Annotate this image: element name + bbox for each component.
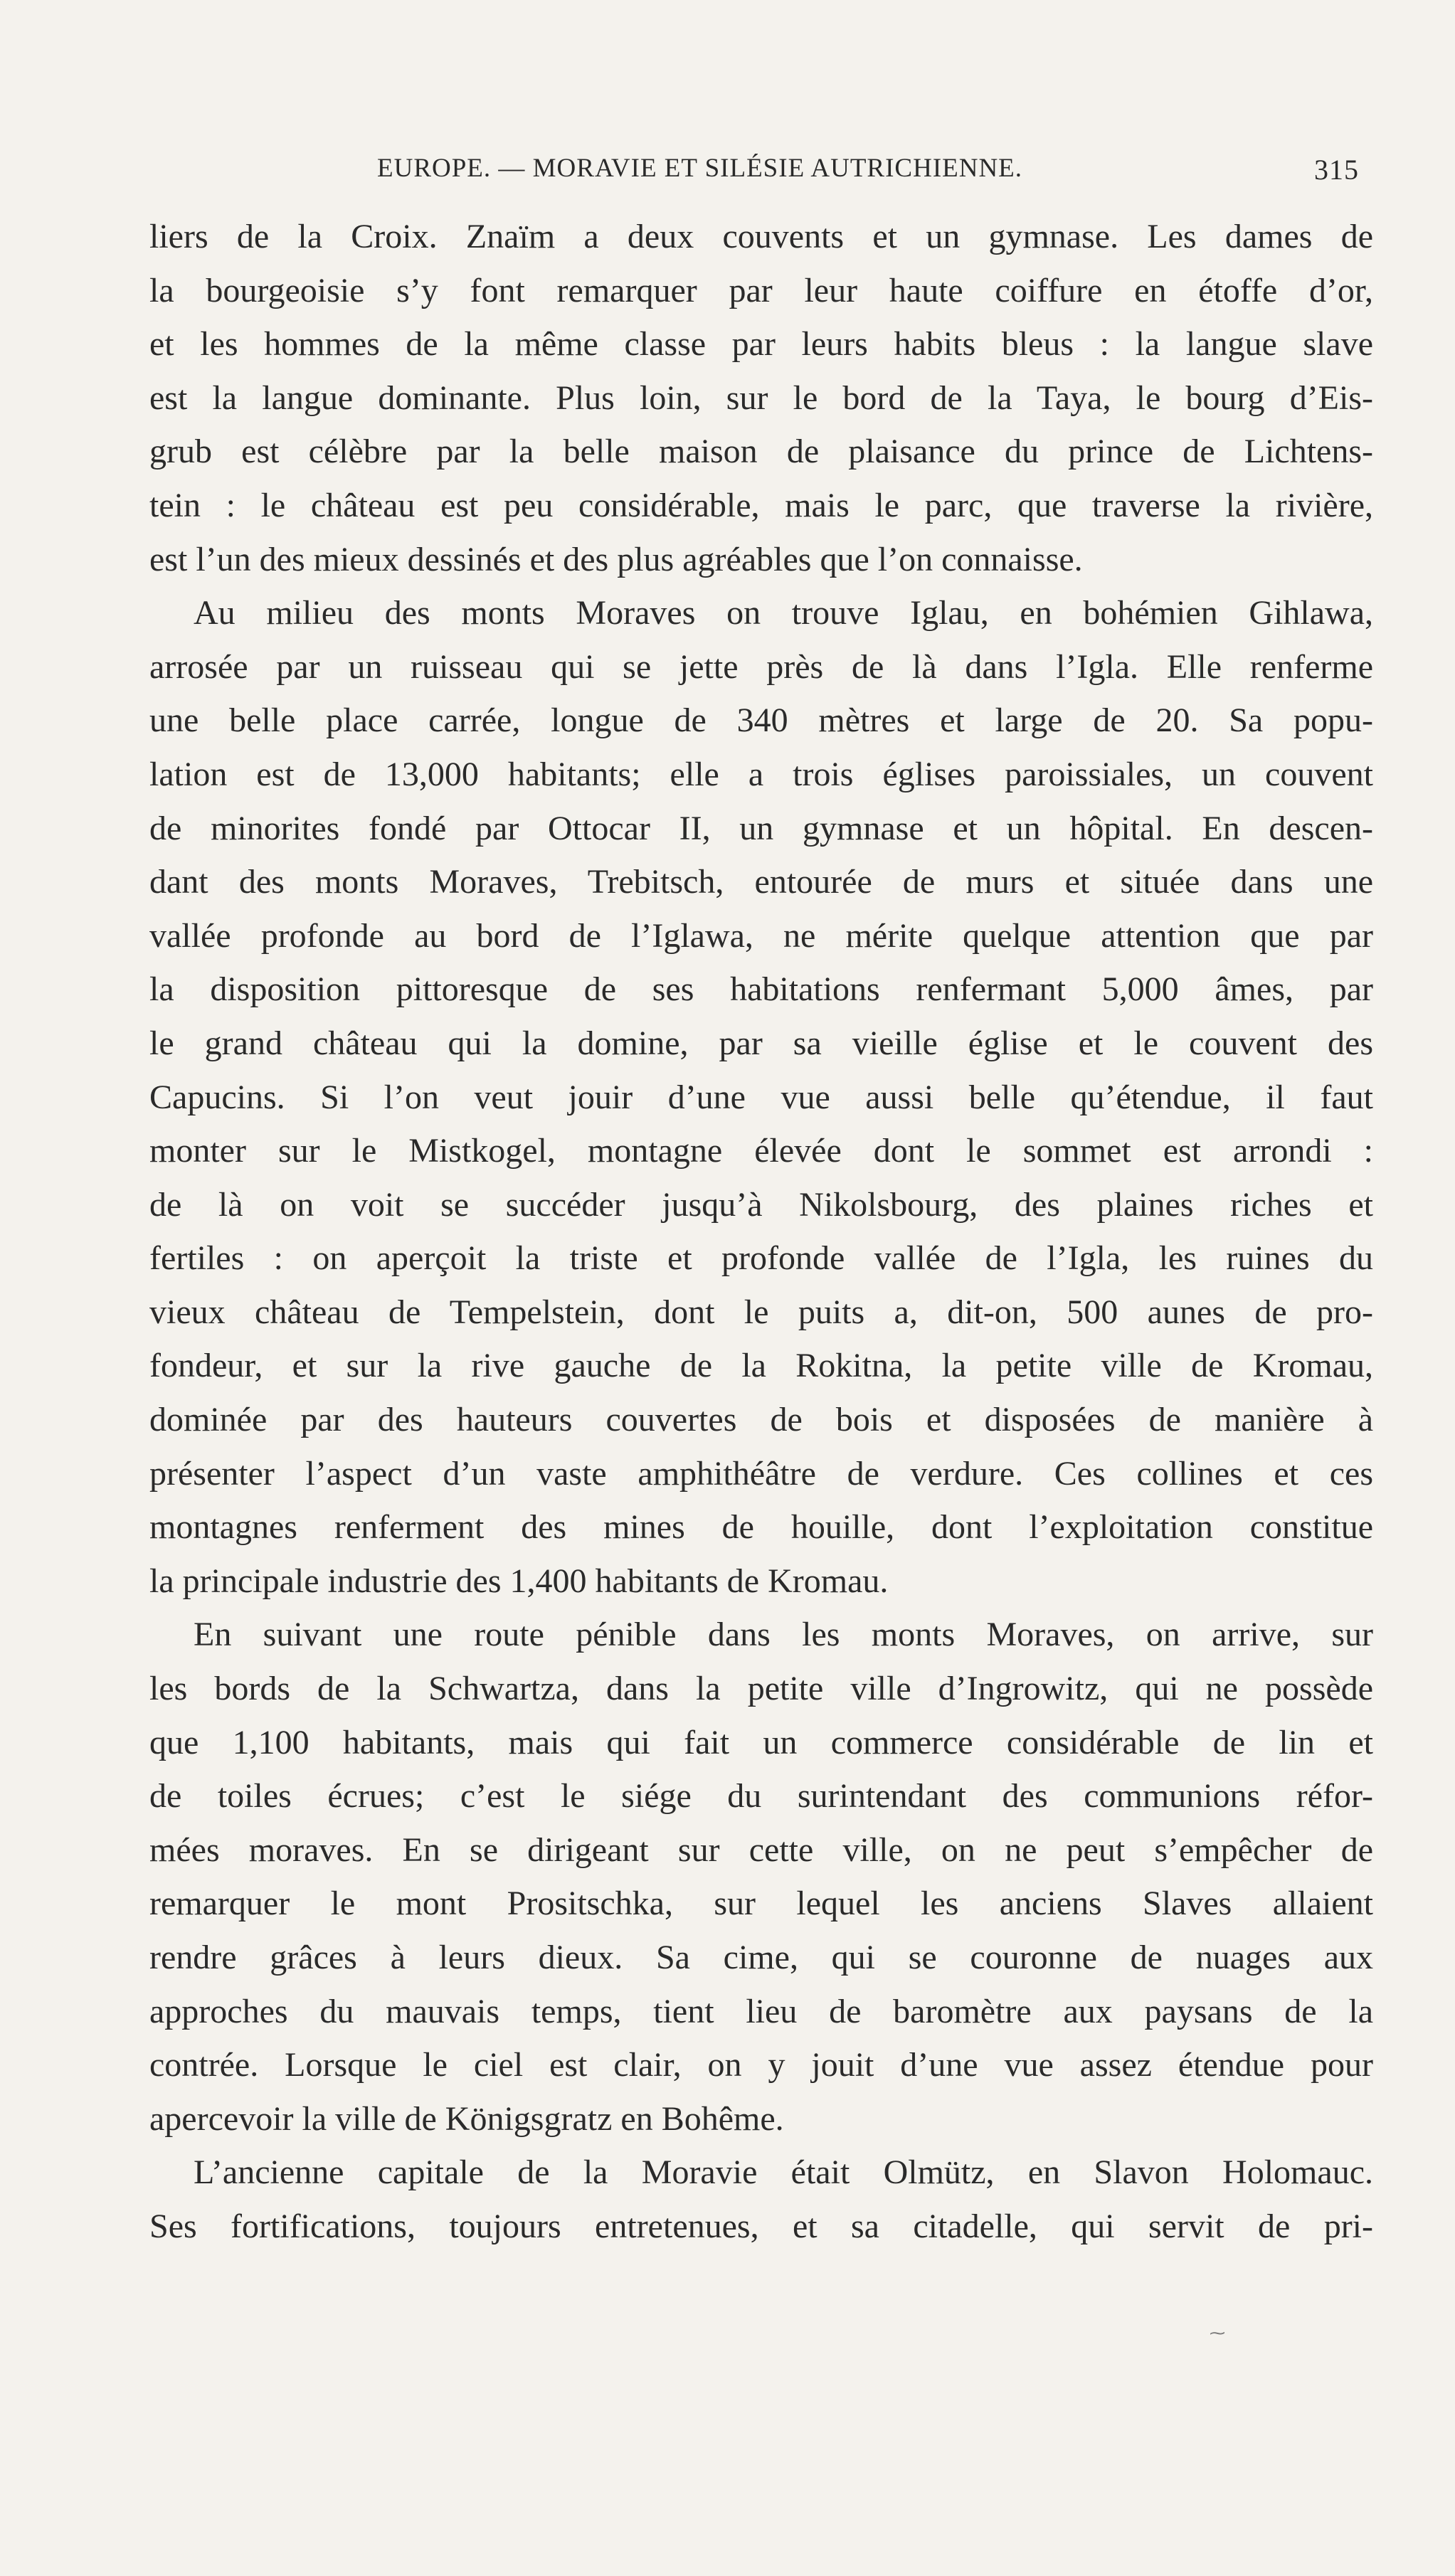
paragraph-2 [149,586,1373,1608]
text-line: arrosée par un ruisseau qui se jette près de là dans l’Igla. Elle renferme [149,647,1373,686]
text-line: tein : le château est peu considérable, mais le parc, que traverse la rivière, [149,486,1373,524]
text-line: L’ancienne capitale de la Moravie était Olmütz, en Slavon Holomauc. [194,2153,1373,2192]
text-line: Capucins. Si l’on veut jouir d’une vue aussi belle qu’étendue, il faut [149,1078,1373,1116]
text-line: rendre grâces à leurs dieux. Sa cime, qui se couronne de nuages aux [149,1939,1373,1976]
ink-mark: ⁓ [1210,2325,1225,2343]
text-line: monter sur le Mistkogel, montagne élevée dont le sommet est arrondi : [149,1132,1373,1170]
text-line: lation est de 13,000 habitants; elle a trois églises paroissiales, un couvent [149,755,1373,793]
text-line: grub est célèbre par la belle maison de plaisance du prince de Lichtens- [149,433,1373,471]
text-line: une belle place carrée, longue de 340 mètres et large de 20. Sa popu- [149,701,1373,740]
paragraph-4 [149,2146,1373,2253]
text-line: mées moraves. En se dirigeant sur cette ville, on ne peut s’empêcher de [149,1830,1373,1869]
text-line: est la langue dominante. Plus loin, sur le bord de la Taya, le bourg d’Eis- [149,378,1373,417]
text-line: Au milieu des monts Moraves on trouve Iglau, en bohémien Gihlawa, [194,594,1373,632]
text-line: de là on voit se succéder jusqu’à Nikolsbourg, des plaines riches et [149,1185,1373,1224]
text-line: montagnes renferment des mines de houille, dont l’exploitation constitue [149,1508,1373,1547]
text-line: la disposition pittoresque de ses habitations renfermant 5,000 âmes, par [149,970,1373,1009]
text-line: et les hommes de la même classe par leurs habits bleus : la langue slave [149,325,1373,364]
text-line: la principale industrie des 1,400 habitants de Kromau. [149,1562,889,1600]
text-line: la bourgeoisie s’y font remarquer par leur haute coiffure en étoffe d’or, [149,271,1373,309]
text-line: vieux château de Tempelstein, dont le puits a, dit-on, 500 aunes de pro- [149,1293,1373,1331]
text-line: liers de la Croix. Znaïm a deux couvents et un gymnase. Les dames de [149,218,1373,255]
text-line: vallée profonde au bord de l’Iglawa, ne mérite quelque attention que par [149,916,1373,955]
text-line: Ses fortifications, toujours entretenues, et sa citadelle, qui servit de pri- [149,2207,1373,2245]
paragraph-1 [149,210,1373,586]
text-line: fondeur, et sur la rive gauche de la Rokitna, la petite ville de Kromau, [149,1347,1373,1385]
text-line: remarquer le mont Prositschka, sur lequel les anciens Slaves allaient [149,1885,1373,1923]
body-text [149,210,1373,2254]
text-line: dant des monts Moraves, Trebitsch, entourée de murs et située dans une [149,863,1373,901]
text-line: apercevoir la ville de Königsgratz en Bohême. [149,2099,784,2138]
text-line: que 1,100 habitants, mais qui fait un commerce considérable de lin et [149,1723,1373,1761]
text-line: En suivant une route pénible dans les monts Moraves, on arrive, sur [194,1616,1373,1654]
text-line: approches du mauvais temps, tient lieu de baromètre aux paysans de la [149,1992,1373,2030]
text-line: de toiles écrues; c’est le siége du surintendant des communions réfor- [149,1777,1373,1816]
text-line: de minorites fondé par Ottocar II, un gymnase et un hôpital. En descen- [149,809,1373,847]
text-line: fertiles : on aperçoit la triste et profonde vallée de l’Igla, les ruines du [149,1239,1373,1278]
paragraph-3 [149,1608,1373,2146]
page-number: 315 [1314,154,1359,186]
text-line: dominée par des hauteurs couvertes de bois et disposées de manière à [149,1401,1373,1439]
running-head-title: EUROPE. — MORAVIE ET SILÉSIE AUTRICHIENNE. [377,154,1023,183]
text-line: le grand château qui la domine, par sa vieille église et le couvent des [149,1024,1373,1062]
text-line: présenter l’aspect d’un vaste amphithéâtre de verdure. Ces collines et ces [149,1454,1373,1493]
text-line: les bords de la Schwartza, dans la petite ville d’Ingrowitz, qui ne possède [149,1670,1373,1708]
text-line: contrée. Lorsque le ciel est clair, on y jouit d’une vue assez étendue pour [149,2046,1373,2084]
running-head [149,146,1359,189]
text-line: est l’un des mieux dessinés et des plus agréables que l’on connaisse. [149,540,1083,578]
